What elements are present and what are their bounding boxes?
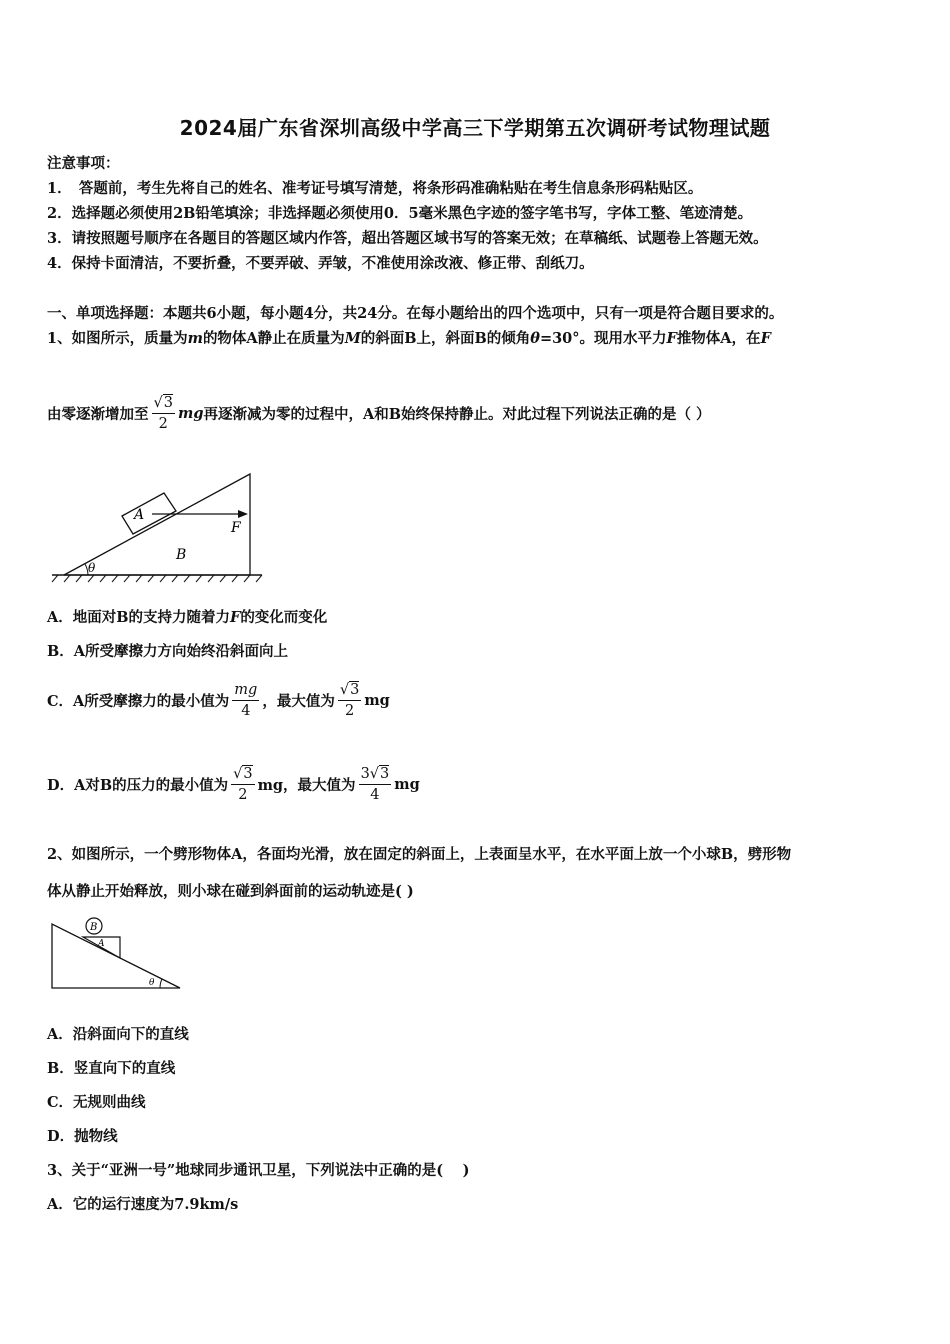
q1-option-c: C．A所受摩擦力的最小值为 $\frac{mg}{4}$ ，最大值为 $\frac{√3}{2}$ mg xyxy=(47,682,390,719)
q3-option-a: A．它的运行速度为7.9km/s xyxy=(47,1196,239,1213)
q1-incline-figure xyxy=(48,470,268,585)
fraction-mg-over-4: $\frac{mg}{4}$ xyxy=(234,682,258,719)
fraction-sqrt3-over-2: $\frac{√3}{2}$ xyxy=(153,395,173,432)
q1-stem-line2: 由零逐渐增加至 $\frac{√3}{2}$ mg再逐渐减为零的过程中，A和B始终保持静止。对此过程下列说法正确的是（ ） xyxy=(47,395,711,432)
fraction-3sqrt3-over-4: $\frac{3√3}{4}$ xyxy=(360,766,390,803)
q1-option-d: D．A对B的压力的最小值为 $\frac{√3}{2}$ mg，最大值为 $\frac{3√3}{4}$ mg xyxy=(47,766,420,803)
q2-option-c: C．无规则曲线 xyxy=(47,1094,146,1111)
wedge-a-label: A xyxy=(98,939,105,949)
q1-option-a: A．地面对B的支持力随着力F的变化而变化 xyxy=(47,609,328,626)
q2-option-d: D．抛物线 xyxy=(47,1128,118,1145)
notice-item-3: 3．请按照题号顺序在各题目的答题区域内作答，超出答题区域书写的答案无效；在草稿纸、试题卷上答题无效。 xyxy=(47,230,768,247)
q1-option-b: B．A所受摩擦力方向始终沿斜面向上 xyxy=(47,643,289,660)
q2-wedge-figure xyxy=(48,912,188,994)
fraction-sqrt3-over-2: $\frac{√3}{2}$ xyxy=(339,682,360,719)
q2-option-b: B．竖直向下的直线 xyxy=(47,1060,176,1077)
fraction-sqrt3-over-2: $\frac{√3}{2}$ xyxy=(233,766,253,803)
block-a-label: A xyxy=(134,507,145,523)
page-title: 2024届广东省深圳高级中学高三下学期第五次调研考试物理试题 xyxy=(179,116,771,140)
theta-label: θ xyxy=(88,561,96,575)
q3-stem: 3、关于“亚洲一号”地球同步通讯卫星，下列说法中正确的是( ) xyxy=(47,1162,470,1179)
notice-item-4: 4．保持卡面清洁，不要折叠，不要弄破、弄皱，不准使用涂改液、修正带、刮纸刀。 xyxy=(47,255,594,272)
notice-heading: 注意事项： xyxy=(47,155,120,172)
section-heading: 一、单项选择题：本题共6小题，每小题4分，共24分。在每小题给出的四个选项中，只有一项是符合题目要求的。 xyxy=(47,305,784,322)
ball-b-label: B xyxy=(90,922,98,933)
force-f-label: F xyxy=(231,520,241,536)
q2-stem-line1: 2、如图所示，一个劈形物体A，各面均光滑，放在固定的斜面上，上表面呈水平，在水平面上放一个小球B，劈形物 xyxy=(47,846,792,863)
block-b-label: B xyxy=(176,547,187,563)
q1-stem-line1: 1、如图所示，质量为m的物体A静止在质量为M的斜面B上，斜面B的倾角θ=30°。现用水平力F推物体A，在F xyxy=(47,330,771,347)
q2-option-a: A．沿斜面向下的直线 xyxy=(47,1026,189,1043)
q2-stem-line2: 体从静止开始释放，则小球在碰到斜面前的运动轨迹是( ) xyxy=(47,883,414,900)
notice-item-1: 1． 答题前，考生先将自己的姓名、准考证号填写清楚，将条形码准确粘贴在考生信息条形码粘贴区。 xyxy=(47,180,703,197)
notice-item-2: 2．选择题必须使用2B铅笔填涂；非选择题必须使用0．5毫米黑色字迹的签字笔书写，字体工整、笔迹清楚。 xyxy=(47,205,753,222)
theta-label: θ xyxy=(149,978,155,988)
